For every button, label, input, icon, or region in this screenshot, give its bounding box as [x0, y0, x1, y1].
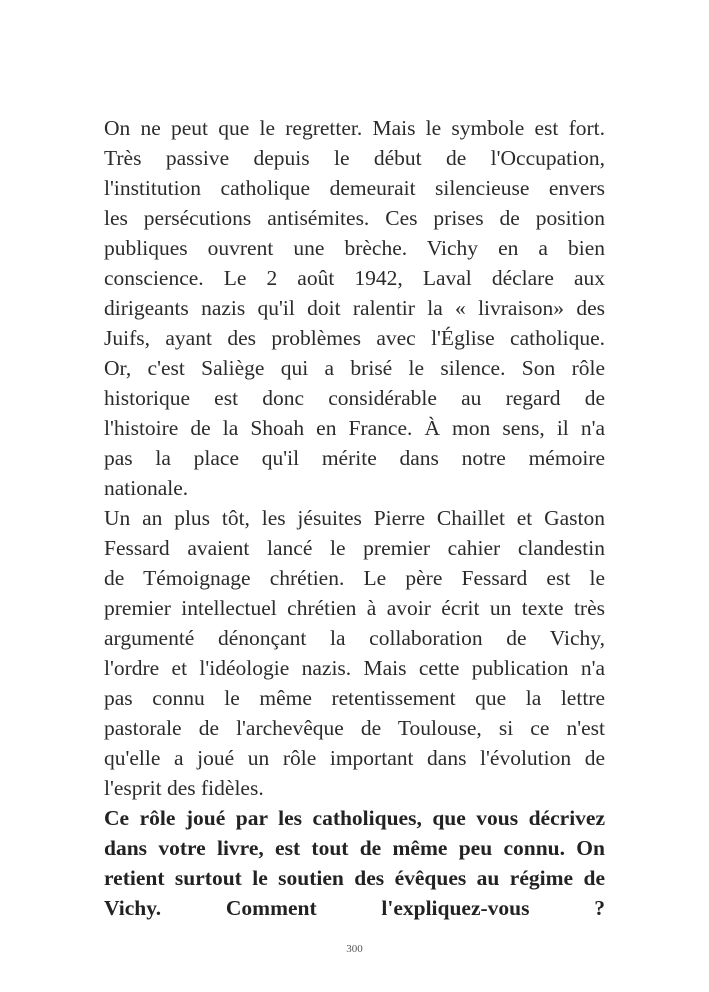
text-line: l'institution catholique demeurait silencieuse envers — [104, 176, 605, 200]
body-text — [104, 113, 605, 923]
interview-question — [104, 803, 605, 923]
paragraph-answer-1 — [104, 113, 605, 503]
text-line: historique est donc considérable au regard de — [104, 386, 605, 410]
text-line: qu'elle a joué un rôle important dans l'évolution de — [104, 746, 605, 770]
question-line: Vichy. Comment l'expliquez-vous ? — [104, 896, 605, 920]
text-line: de Témoignage chrétien. Le père Fessard est le — [104, 566, 605, 590]
text-line: nationale. — [104, 476, 189, 500]
text-line: Très passive depuis le début de l'Occupation, — [104, 146, 605, 170]
paragraph-answer-2 — [104, 503, 605, 803]
text-line: l'esprit des fidèles. — [104, 776, 264, 800]
text-line: Un an plus tôt, les jésuites Pierre Chaillet et Gaston — [104, 506, 605, 530]
text-line: On ne peut que le regretter. Mais le symbole est fort. — [104, 116, 605, 140]
text-line: pastorale de l'archevêque de Toulouse, si ce n'est — [104, 716, 605, 740]
page-number: 300 — [346, 943, 363, 955]
text-line: premier intellectuel chrétien à avoir écrit un texte très — [104, 596, 605, 620]
text-line: conscience. Le 2 août 1942, Laval déclare aux — [104, 266, 605, 290]
question-line: retient surtout le soutien des évêques au régime de — [104, 866, 605, 890]
text-line: l'ordre et l'idéologie nazis. Mais cette publication n'a — [104, 656, 605, 680]
text-line: pas connu le même retentissement que la lettre — [104, 686, 605, 710]
text-line: argumenté dénonçant la collaboration de Vichy, — [104, 626, 605, 650]
text-line: pas la place qu'il mérite dans notre mémoire — [104, 446, 605, 470]
text-line: dirigeants nazis qu'il doit ralentir la « livraison» des — [104, 296, 605, 320]
text-line: publiques ouvrent une brèche. Vichy en a bien — [104, 236, 605, 260]
question-line: dans votre livre, est tout de même peu connu. On — [104, 836, 605, 860]
text-line: Juifs, ayant des problèmes avec l'Église catholique. — [104, 326, 605, 350]
text-line: l'histoire de la Shoah en France. À mon sens, il n'a — [104, 416, 605, 440]
text-line: Fessard avaient lancé le premier cahier clandestin — [104, 536, 605, 560]
question-line: Ce rôle joué par les catholiques, que vous décrivez — [104, 806, 605, 830]
text-line: Or, c'est Saliège qui a brisé le silence. Son rôle — [104, 356, 605, 380]
text-line: les persécutions antisémites. Ces prises de position — [104, 206, 605, 230]
